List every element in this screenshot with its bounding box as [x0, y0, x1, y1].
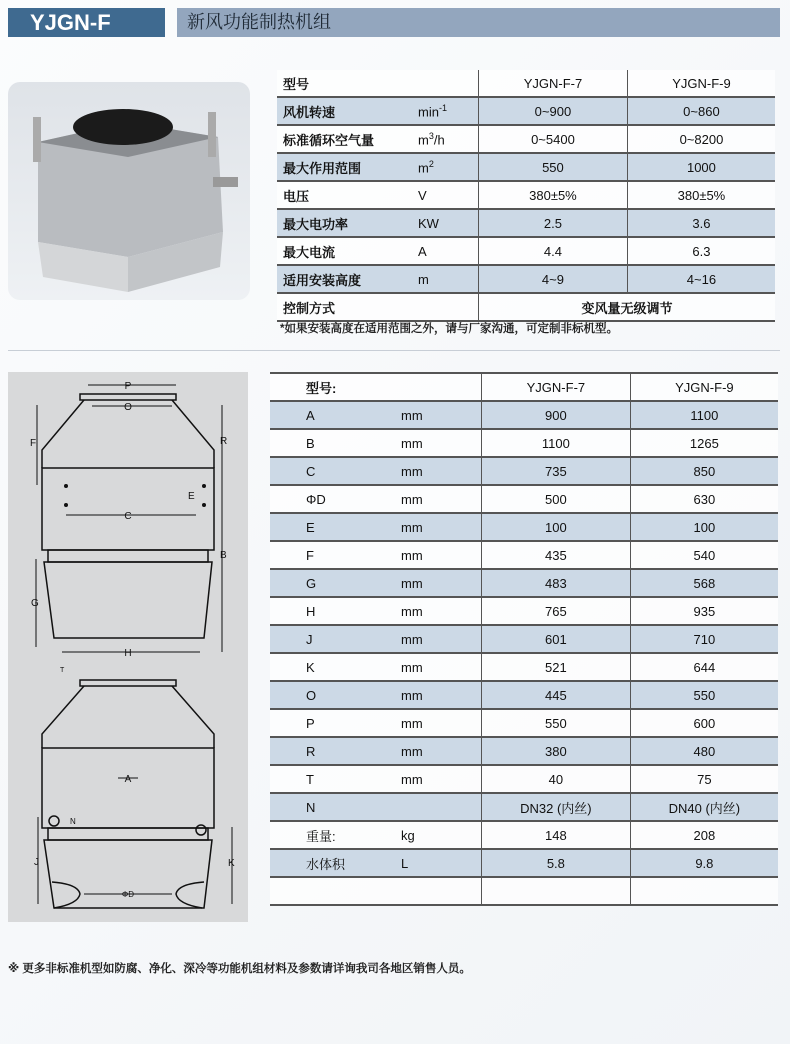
unit: KW [418, 215, 439, 231]
row-unit [401, 793, 482, 821]
row-unit [401, 821, 482, 849]
unit: mm [401, 659, 423, 675]
table-row [277, 237, 775, 265]
table-row [270, 457, 778, 485]
row-unit [401, 485, 482, 513]
empty-cell [401, 877, 482, 905]
row-label: 水体积 [270, 849, 401, 877]
label-K: K [228, 858, 235, 869]
table-row [270, 709, 778, 737]
row-unit [401, 681, 482, 709]
table-row [270, 793, 778, 821]
table-row [270, 429, 778, 457]
value-col1: 2.5 [479, 209, 628, 237]
control-value: 变风量无级调节 [479, 293, 776, 321]
table-row [277, 181, 775, 209]
label-C: C [124, 511, 132, 522]
table-row [277, 265, 775, 293]
row-label: K [270, 653, 401, 681]
label-D: ΦD [121, 890, 135, 899]
value-col1: 550 [479, 153, 628, 181]
section-divider [8, 350, 780, 351]
label-A: A [124, 774, 132, 785]
row-label: 适用安装高度 [277, 265, 418, 293]
value-col2: 0~8200 [627, 125, 775, 153]
value-col2: 630 [630, 485, 778, 513]
value-col2: 100 [630, 513, 778, 541]
value-col1: 0~5400 [479, 125, 628, 153]
product-title: 新风功能制热机组 [177, 8, 780, 37]
unit: mm [401, 519, 423, 535]
unit: mm [401, 435, 423, 451]
label-N: N [70, 817, 76, 826]
empty-cell [630, 877, 778, 905]
value-col2: 850 [630, 457, 778, 485]
value-col1: 765 [482, 597, 631, 625]
value-col2: 6.3 [627, 237, 775, 265]
table-row [270, 765, 778, 793]
model-series-title: YJGN-F [8, 8, 165, 37]
row-label: 重量: [270, 821, 401, 849]
row-unit [401, 765, 482, 793]
table-row [270, 737, 778, 765]
value-col2: 75 [630, 765, 778, 793]
row-unit [401, 597, 482, 625]
row-label: J [270, 625, 401, 653]
value-col1: 100 [482, 513, 631, 541]
value-col2: 380±5% [627, 181, 775, 209]
unit-tail: /h [433, 132, 445, 148]
value-col1: 550 [482, 709, 631, 737]
table-row [277, 97, 775, 125]
row-label: 标准循环空气量 [277, 125, 418, 153]
row-label: A [270, 401, 401, 429]
table-row [270, 597, 778, 625]
row-label: P [270, 709, 401, 737]
table-row [270, 541, 778, 569]
row-label: O [270, 681, 401, 709]
row-unit [401, 401, 482, 429]
unit: mm [401, 491, 423, 507]
value-col1: 4.4 [479, 237, 628, 265]
unit: V [418, 187, 427, 203]
row-label: ΦD [270, 485, 401, 513]
row-label: F [270, 541, 401, 569]
control-unit [418, 293, 479, 321]
value-col1: 1100 [482, 429, 631, 457]
row-label: 风机转速 [277, 97, 418, 125]
unit: mm [401, 603, 423, 619]
row-label: 最大作用范围 [277, 153, 418, 181]
row-unit [401, 541, 482, 569]
row-unit [401, 709, 482, 737]
header-col1: YJGN-F-7 [479, 70, 628, 97]
value-col1: DN32 (内丝) [482, 793, 631, 821]
table-row [270, 513, 778, 541]
value-col1: 483 [482, 569, 631, 597]
label-G: G [31, 598, 39, 609]
value-col1: 521 [482, 653, 631, 681]
header-label: 型号: [270, 373, 401, 401]
row-unit [401, 457, 482, 485]
value-col2: 550 [630, 681, 778, 709]
unit: mm [401, 407, 423, 423]
label-E: E [188, 491, 195, 502]
table-row [270, 821, 778, 849]
table-row [270, 849, 778, 877]
label-O: O [124, 402, 132, 413]
table-row [270, 485, 778, 513]
label-B: B [220, 550, 227, 561]
empty-cell [482, 877, 631, 905]
unit: m [418, 132, 429, 148]
value-col2: 208 [630, 821, 778, 849]
empty-row [270, 877, 778, 905]
row-unit [418, 125, 479, 153]
unit-superscript: -1 [438, 102, 447, 113]
unit: kg [401, 827, 415, 843]
footer-note: ※ 更多非标准机型如防腐、净化、深冷等功能机组材料及参数请详询我司各地区销售人员。 [8, 963, 471, 975]
row-label: N [270, 793, 401, 821]
row-unit [401, 849, 482, 877]
row-unit [401, 513, 482, 541]
row-label: H [270, 597, 401, 625]
value-col1: 435 [482, 541, 631, 569]
spec-note: *如果安装高度在适用范围之外，请与厂家沟通，可定制非标机型。 [280, 323, 618, 335]
row-label: 最大电流 [277, 237, 418, 265]
label-H: H [124, 648, 132, 659]
value-col2: 0~860 [627, 97, 775, 125]
label-J: J [34, 857, 39, 868]
value-col2: 710 [630, 625, 778, 653]
header-col2: YJGN-F-9 [627, 70, 775, 97]
table-row [270, 401, 778, 429]
value-col2: 4~16 [627, 265, 775, 293]
value-col1: 40 [482, 765, 631, 793]
value-col2: 9.8 [630, 849, 778, 877]
row-label: B [270, 429, 401, 457]
value-col2: 568 [630, 569, 778, 597]
unit: mm [401, 715, 423, 731]
value-col2: DN40 (内丝) [630, 793, 778, 821]
unit: m [418, 160, 429, 176]
row-unit [401, 653, 482, 681]
value-col2: 1000 [627, 153, 775, 181]
unit: mm [401, 463, 423, 479]
table-row [270, 625, 778, 653]
header-label: 型号 [277, 70, 418, 97]
value-col1: 5.8 [482, 849, 631, 877]
header-unit [401, 373, 482, 401]
value-col1: 735 [482, 457, 631, 485]
table-row [270, 681, 778, 709]
label-R: R [220, 436, 228, 447]
label-P: P [124, 381, 132, 392]
value-col1: 445 [482, 681, 631, 709]
dimension-table [270, 372, 778, 906]
unit: L [401, 855, 409, 871]
table-row-control [277, 293, 775, 321]
unit: m [418, 271, 429, 287]
value-col1: 0~900 [479, 97, 628, 125]
empty-cell [270, 877, 401, 905]
row-label: R [270, 737, 401, 765]
unit: mm [401, 547, 423, 563]
header-unit [418, 70, 479, 97]
table-row [270, 569, 778, 597]
unit-superscript: 2 [428, 158, 434, 169]
row-unit [401, 569, 482, 597]
unit-superscript: 3 [428, 130, 434, 141]
value-col2: 644 [630, 653, 778, 681]
row-unit [401, 625, 482, 653]
row-unit [401, 429, 482, 457]
row-label: T [270, 765, 401, 793]
row-unit [418, 237, 479, 265]
product-photo [8, 82, 250, 300]
table-row [277, 153, 775, 181]
table-row [277, 209, 775, 237]
value-col1: 601 [482, 625, 631, 653]
row-label: C [270, 457, 401, 485]
value-col2: 540 [630, 541, 778, 569]
value-col2: 1265 [630, 429, 778, 457]
control-label: 控制方式 [277, 293, 418, 321]
row-label: G [270, 569, 401, 597]
value-col2: 935 [630, 597, 778, 625]
row-unit [418, 97, 479, 125]
row-label: E [270, 513, 401, 541]
spec-table [277, 70, 775, 322]
value-col2: 3.6 [627, 209, 775, 237]
label-T: T [60, 667, 65, 674]
unit: A [418, 243, 427, 259]
unit: mm [401, 631, 423, 647]
header-col2: YJGN-F-9 [630, 373, 778, 401]
unit: mm [401, 575, 423, 591]
unit: mm [401, 771, 423, 787]
value-col1: 380±5% [479, 181, 628, 209]
value-col1: 4~9 [479, 265, 628, 293]
value-col2: 480 [630, 737, 778, 765]
table-header-row [277, 70, 775, 97]
dimension-drawing [8, 372, 248, 922]
row-label: 电压 [277, 181, 418, 209]
header-col1: YJGN-F-7 [482, 373, 631, 401]
value-col2: 600 [630, 709, 778, 737]
table-row [277, 125, 775, 153]
unit: mm [401, 743, 423, 759]
table-row [270, 653, 778, 681]
value-col1: 500 [482, 485, 631, 513]
unit: min [418, 104, 439, 120]
row-unit [418, 181, 479, 209]
row-unit [401, 737, 482, 765]
row-unit [418, 153, 479, 181]
label-F: F [30, 438, 37, 449]
row-unit [418, 209, 479, 237]
value-col2: 1100 [630, 401, 778, 429]
value-col1: 380 [482, 737, 631, 765]
unit: mm [401, 687, 423, 703]
value-col1: 148 [482, 821, 631, 849]
value-col1: 900 [482, 401, 631, 429]
table-header-row [270, 373, 778, 401]
row-label: 最大电功率 [277, 209, 418, 237]
row-unit [418, 265, 479, 293]
